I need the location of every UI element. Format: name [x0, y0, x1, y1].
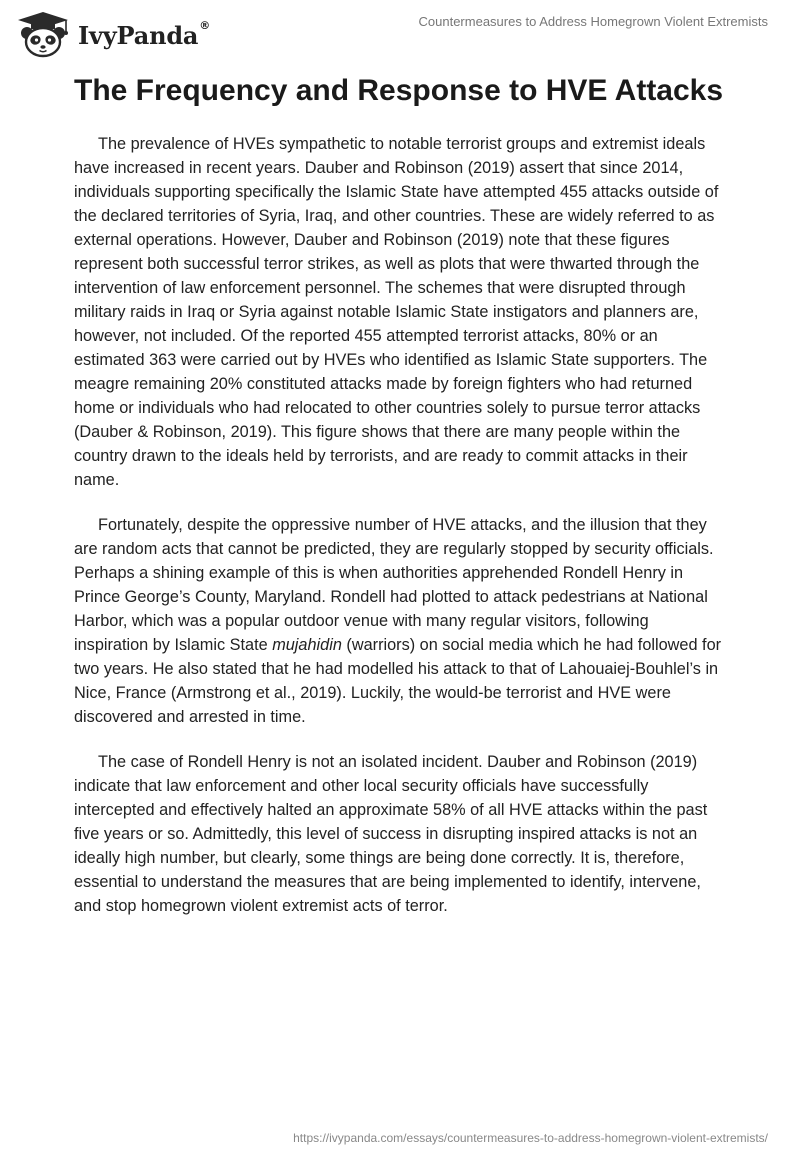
running-title: Countermeasures to Address Homegrown Violent Extremists: [418, 14, 768, 29]
ivypanda-logo[interactable]: [14, 10, 210, 58]
paragraph-2-text-after: (warriors) on social media which he had followed for two years. He also stated that he had modelled his attack to that of Lahouaiej-Bouhlel’s in Nice, France (Armstrong et al., 2019). Luckily, the would-be terrorist and HVE were discovered and arrested in time.: [74, 636, 722, 726]
paragraph-1: The prevalence of HVEs sympathetic to notable terrorist groups and extremist ideals have increased in recent years. Dauber and Robinson (2019) assert that since 2014, individuals supporting specifically the Islamic State have attempted 455 attacks outside of the declared territories of Syria, Iraq, and other countries. These are widely referred to as external operations. However, Dauber and Robinson (2019) note that these figures represent both successful terror strikes, as well as plots that were thwarted through the intervention of law enforcement personnel. The schemes that were disrupted through military raids in Iraq or Syria against notable Islamic State instigators and planners are, however, not included. Of the reported 455 attempted terrorist attacks, 80% or an estimated 363 were carried out by HVEs who identified as Islamic State supporters. The meagre remaining 20% constituted attacks made by foreign fighters who had returned home or individuals who had relocated to other countries solely to pursue terror attacks (Dauber & Robinson, 2019). This figure shows that there are many people within the country drawn to the ideals held by terrorists, and are ready to commit attacks in their name.: [74, 135, 719, 489]
emphasized-term: mujahidin: [272, 636, 342, 654]
paragraph-2: [74, 513, 726, 729]
brand-name: IvyPanda®: [78, 18, 211, 50]
paragraph-2-text-before: Fortunately, despite the oppressive number of HVE attacks, and the illusion that they are random acts that cannot be predicted, they are regularly stopped by security officials. Perhaps a shining example of this is when authorities apprehended Rondell Henry in Prince George’s County, Maryland. Rondell had plotted to attack pedestrians at National Harbor, which was a popular outdoor venue with many regular visitors, following inspiration by Islamic State: [74, 516, 714, 654]
panda-graduate-icon: [14, 10, 72, 58]
paragraph-3: The case of Rondell Henry is not an isolated incident. Dauber and Robinson (2019) indicate that law enforcement and other local security officials have successfully intercepted and effectively halted an approximate 58% of all HVE attacks within the past five years or so. Admittedly, this level of success in disrupting inspired attacks is not an ideally high number, but clearly, some things are being done correctly. It is, therefore, essential to understand the measures that are being implemented to identify, intervene, and stop homegrown violent extremist acts of terror.: [74, 753, 708, 915]
article: [74, 68, 726, 918]
article-title: The Frequency and Response to HVE Attacks: [74, 74, 724, 107]
registered-mark: ®: [199, 18, 211, 32]
source-url[interactable]: https://ivypanda.com/essays/countermeasures-to-address-homegrown-violent-extremists/: [293, 1131, 768, 1145]
page-header: [0, 0, 800, 64]
